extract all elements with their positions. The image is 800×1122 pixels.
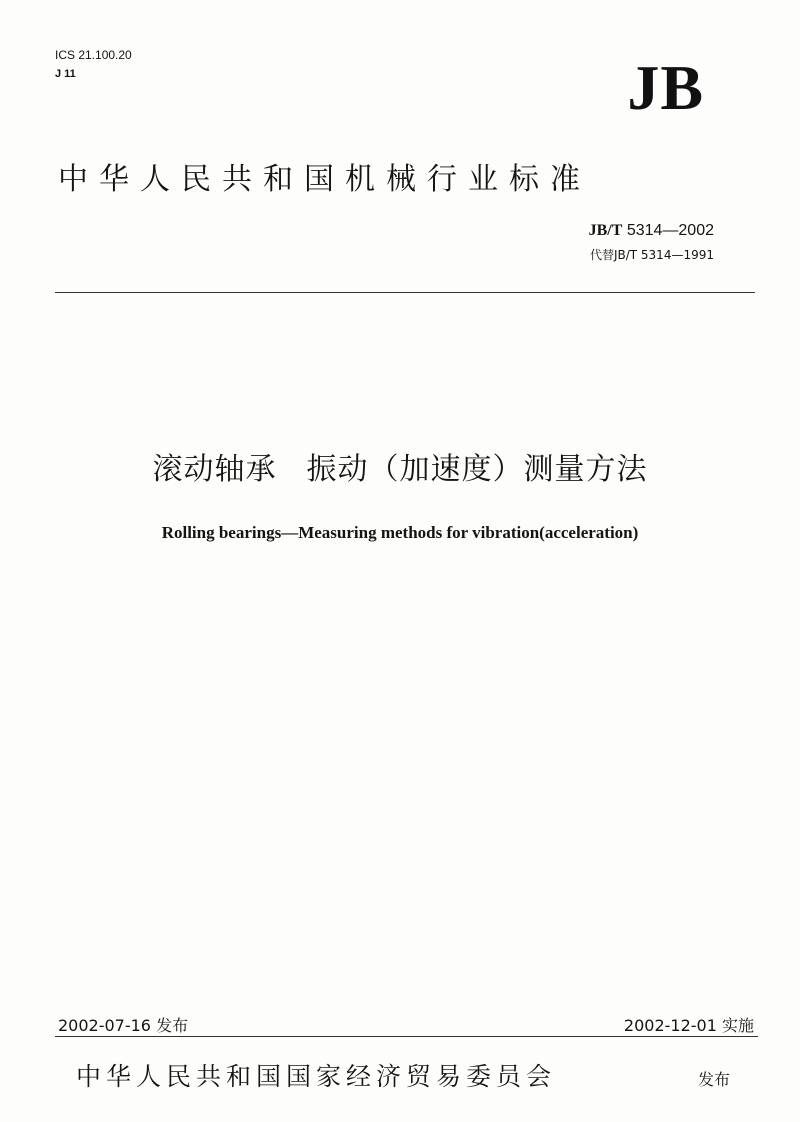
issuing-suffix: 发布 (698, 1070, 731, 1089)
header-divider (55, 292, 755, 293)
standard-number-prefix: JB/T (588, 222, 623, 239)
issuing-authority: 中华人民共和国国家经济贸易委员会 (76, 1062, 557, 1091)
issue-date: 2002-07-16 发布 (58, 1016, 189, 1035)
document-title (0, 450, 800, 490)
english-title: Rolling bearings—Measuring methods for vibration(acceleration) (161, 523, 639, 542)
classification-code: J 11 (55, 68, 76, 80)
ics-code: ICS 21.100.20 (55, 48, 132, 62)
jb-logo: JB (627, 52, 704, 123)
standard-number (589, 222, 714, 240)
title-part-2: 振动（加速度）测量方法 (306, 452, 648, 487)
footer-divider (55, 1036, 758, 1037)
standard-number-value: 5314—2002 (626, 222, 714, 239)
replaces-standard: 代替JB/T 5314—1991 (589, 248, 714, 262)
title-part-1: 滚动轴承 (152, 452, 277, 487)
industry-standard-heading: 中华人民共和国机械行业标准 (58, 162, 591, 197)
implementation-date: 2002-12-01 实施 (623, 1016, 754, 1035)
